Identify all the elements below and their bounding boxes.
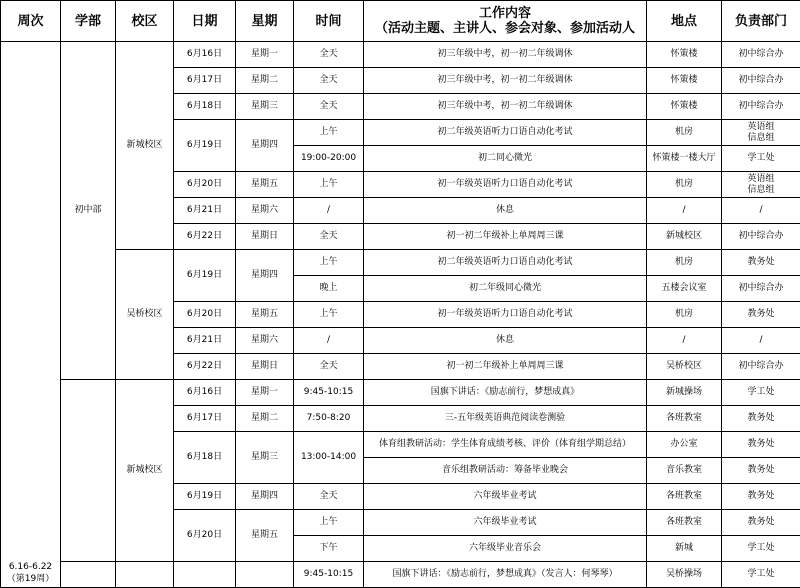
- weekday-cell: 星期日: [236, 224, 294, 250]
- date-cell: 6月17日: [174, 406, 236, 432]
- table-row: [1, 42, 800, 68]
- weekday-cell: 星期四: [236, 120, 294, 172]
- time-cell: 9:45-10:15: [294, 380, 364, 406]
- header-week: 周次: [1, 1, 61, 42]
- time-cell: 全天: [294, 484, 364, 510]
- owner-cell: 学工处: [722, 146, 800, 172]
- table-row: [1, 250, 800, 276]
- owner-cell: 教务处: [722, 510, 800, 536]
- date-cell: 6月18日: [174, 94, 236, 120]
- content-cell: 初二年级英语听力口语自动化考试: [364, 120, 647, 146]
- time-cell: 全天: [294, 354, 364, 380]
- date-cell: 6月20日: [174, 172, 236, 198]
- place-cell: 各班教室: [647, 510, 722, 536]
- content-cell: 初二年级同心微光: [364, 276, 647, 302]
- date-cell: 6月16日: [174, 380, 236, 406]
- content-cell: 休息: [364, 328, 647, 354]
- date-cell: 6月19日: [174, 250, 236, 302]
- weekday-cell: 星期五: [236, 172, 294, 198]
- content-cell: 初三年级中考，初一初二年级调休: [364, 68, 647, 94]
- place-cell: 机房: [647, 172, 722, 198]
- owner-cell: 初中综合办: [722, 94, 800, 120]
- place-cell: 怀策楼: [647, 94, 722, 120]
- date-cell: 6月22日: [174, 354, 236, 380]
- owner-cell: 初中综合办: [722, 224, 800, 250]
- owner-cell: 初中综合办: [722, 42, 800, 68]
- header-place: 地点: [647, 1, 722, 42]
- campus-label: 新城校区: [116, 380, 174, 562]
- place-cell: 机房: [647, 302, 722, 328]
- content-cell: 三-五年级英语典范阅读卷测验: [364, 406, 647, 432]
- weekday-cell: 星期日: [236, 354, 294, 380]
- place-cell: 新城: [647, 536, 722, 562]
- time-cell: /: [294, 328, 364, 354]
- weekday-cell: 星期四: [236, 250, 294, 302]
- owner-cell: 学工处: [722, 536, 800, 562]
- date-cell: 6月19日: [174, 484, 236, 510]
- table-row: [1, 562, 800, 588]
- weekday-cell: 星期一: [236, 42, 294, 68]
- weekday-cell: 星期五: [236, 302, 294, 328]
- week-label: 6.16-6.22 （第19周）: [1, 42, 61, 588]
- weekday-cell: 星期四: [236, 484, 294, 510]
- owner-cell: 教务处: [722, 458, 800, 484]
- time-cell: 13:00-14:00: [294, 432, 364, 484]
- content-cell: 国旗下讲话：《励志前行，梦想成真》: [364, 380, 647, 406]
- owner-cell: 教务处: [722, 432, 800, 458]
- weekday-cell: 星期一: [236, 380, 294, 406]
- content-cell: 休息: [364, 198, 647, 224]
- campus-label-blank: [116, 562, 174, 588]
- date-cell: 6月21日: [174, 198, 236, 224]
- weekday-cell: 星期三: [236, 94, 294, 120]
- content-cell: 六年级毕业考试: [364, 510, 647, 536]
- date-cell-blank: [174, 562, 236, 588]
- owner-cell: 学工处: [722, 562, 800, 588]
- content-cell: 初三年级中考，初一初二年级调休: [364, 94, 647, 120]
- time-cell: 上午: [294, 120, 364, 146]
- owner-cell: 初中综合办: [722, 354, 800, 380]
- time-cell: 9:45-10:15: [294, 562, 364, 588]
- weekday-cell: 星期二: [236, 68, 294, 94]
- weekday-cell: 星期六: [236, 198, 294, 224]
- place-cell: 各班教室: [647, 406, 722, 432]
- place-cell: 新城校区: [647, 224, 722, 250]
- content-cell: 初二同心微光: [364, 146, 647, 172]
- header-content: 工作内容 （活动主题、主讲人、参会对象、参加活动人: [364, 1, 647, 42]
- place-cell: 怀策楼: [647, 42, 722, 68]
- campus-label: 新城校区: [116, 42, 174, 250]
- content-cell: 初一初二年级补上单周周三课: [364, 224, 647, 250]
- time-cell: /: [294, 198, 364, 224]
- time-cell: 全天: [294, 94, 364, 120]
- place-cell: 怀策楼: [647, 68, 722, 94]
- place-cell: 音乐教室: [647, 458, 722, 484]
- time-cell: 全天: [294, 68, 364, 94]
- owner-cell: 学工处: [722, 380, 800, 406]
- place-cell: /: [647, 198, 722, 224]
- place-cell: 吴桥操场: [647, 562, 722, 588]
- time-cell: 全天: [294, 224, 364, 250]
- owner-cell: 初中综合办: [722, 68, 800, 94]
- header-weekday: 星期: [236, 1, 294, 42]
- place-cell: /: [647, 328, 722, 354]
- content-cell: 初一年级英语听力口语自动化考试: [364, 172, 647, 198]
- content-cell: 初一初二年级补上单周周三课: [364, 354, 647, 380]
- content-cell: 初一年级英语听力口语自动化考试: [364, 302, 647, 328]
- place-cell: 机房: [647, 250, 722, 276]
- owner-cell: 教务处: [722, 302, 800, 328]
- dept-label-blank: [61, 380, 116, 562]
- owner-cell: 教务处: [722, 484, 800, 510]
- time-cell: 上午: [294, 250, 364, 276]
- place-cell: 怀策楼一楼大厅: [647, 146, 722, 172]
- content-cell: 初三年级中考，初一初二年级调休: [364, 42, 647, 68]
- content-cell: 初二年级英语听力口语自动化考试: [364, 250, 647, 276]
- time-cell: 7:50-8:20: [294, 406, 364, 432]
- header-dept: 学部: [61, 1, 116, 42]
- date-cell: 6月22日: [174, 224, 236, 250]
- place-cell: 五楼会议室: [647, 276, 722, 302]
- place-cell: 新城操场: [647, 380, 722, 406]
- place-cell: 机房: [647, 120, 722, 146]
- content-cell: 体育组教研活动：学生体育成绩考核、评价（体育组学期总结）: [364, 432, 647, 458]
- time-cell: 下午: [294, 536, 364, 562]
- place-cell: 各班教室: [647, 484, 722, 510]
- place-cell: 吴桥校区: [647, 354, 722, 380]
- campus-label: 吴桥校区: [116, 250, 174, 380]
- weekday-cell: 星期三: [236, 432, 294, 484]
- header-time: 时间: [294, 1, 364, 42]
- date-cell: 6月18日: [174, 432, 236, 484]
- table-row: [1, 380, 800, 406]
- content-cell: 国旗下讲话：《励志前行，梦想成真》（发言人：何琴琴）: [364, 562, 647, 588]
- date-cell: 6月20日: [174, 510, 236, 562]
- date-cell: 6月16日: [174, 42, 236, 68]
- time-cell: 上午: [294, 172, 364, 198]
- time-cell: 上午: [294, 510, 364, 536]
- weekday-cell: 星期二: [236, 406, 294, 432]
- time-cell: 全天: [294, 42, 364, 68]
- time-cell: 19:00-20:00: [294, 146, 364, 172]
- dept-label-blank: [61, 562, 116, 588]
- content-cell: 六年级毕业考试: [364, 484, 647, 510]
- owner-cell: /: [722, 328, 800, 354]
- header-campus: 校区: [116, 1, 174, 42]
- dept-label: 初中部: [61, 42, 116, 380]
- owner-cell: 初中综合办: [722, 276, 800, 302]
- owner-cell: 教务处: [722, 250, 800, 276]
- date-cell: 6月19日: [174, 120, 236, 172]
- owner-cell: 教务处: [722, 406, 800, 432]
- header-row: [1, 1, 800, 42]
- content-cell: 六年级毕业音乐会: [364, 536, 647, 562]
- owner-cell: /: [722, 198, 800, 224]
- weekday-cell: 星期五: [236, 510, 294, 562]
- date-cell: 6月20日: [174, 302, 236, 328]
- weekday-cell-blank: [236, 562, 294, 588]
- weekday-cell: 星期六: [236, 328, 294, 354]
- date-cell: 6月21日: [174, 328, 236, 354]
- place-cell: 办公室: [647, 432, 722, 458]
- content-cell: 音乐组教研活动：筹备毕业晚会: [364, 458, 647, 484]
- owner-cell: 英语组 信息组: [722, 120, 800, 146]
- header-date: 日期: [174, 1, 236, 42]
- owner-cell: 英语组 信息组: [722, 172, 800, 198]
- time-cell: 上午: [294, 302, 364, 328]
- time-cell: 晚上: [294, 276, 364, 302]
- header-owner: 负责部门: [722, 1, 800, 42]
- date-cell: 6月17日: [174, 68, 236, 94]
